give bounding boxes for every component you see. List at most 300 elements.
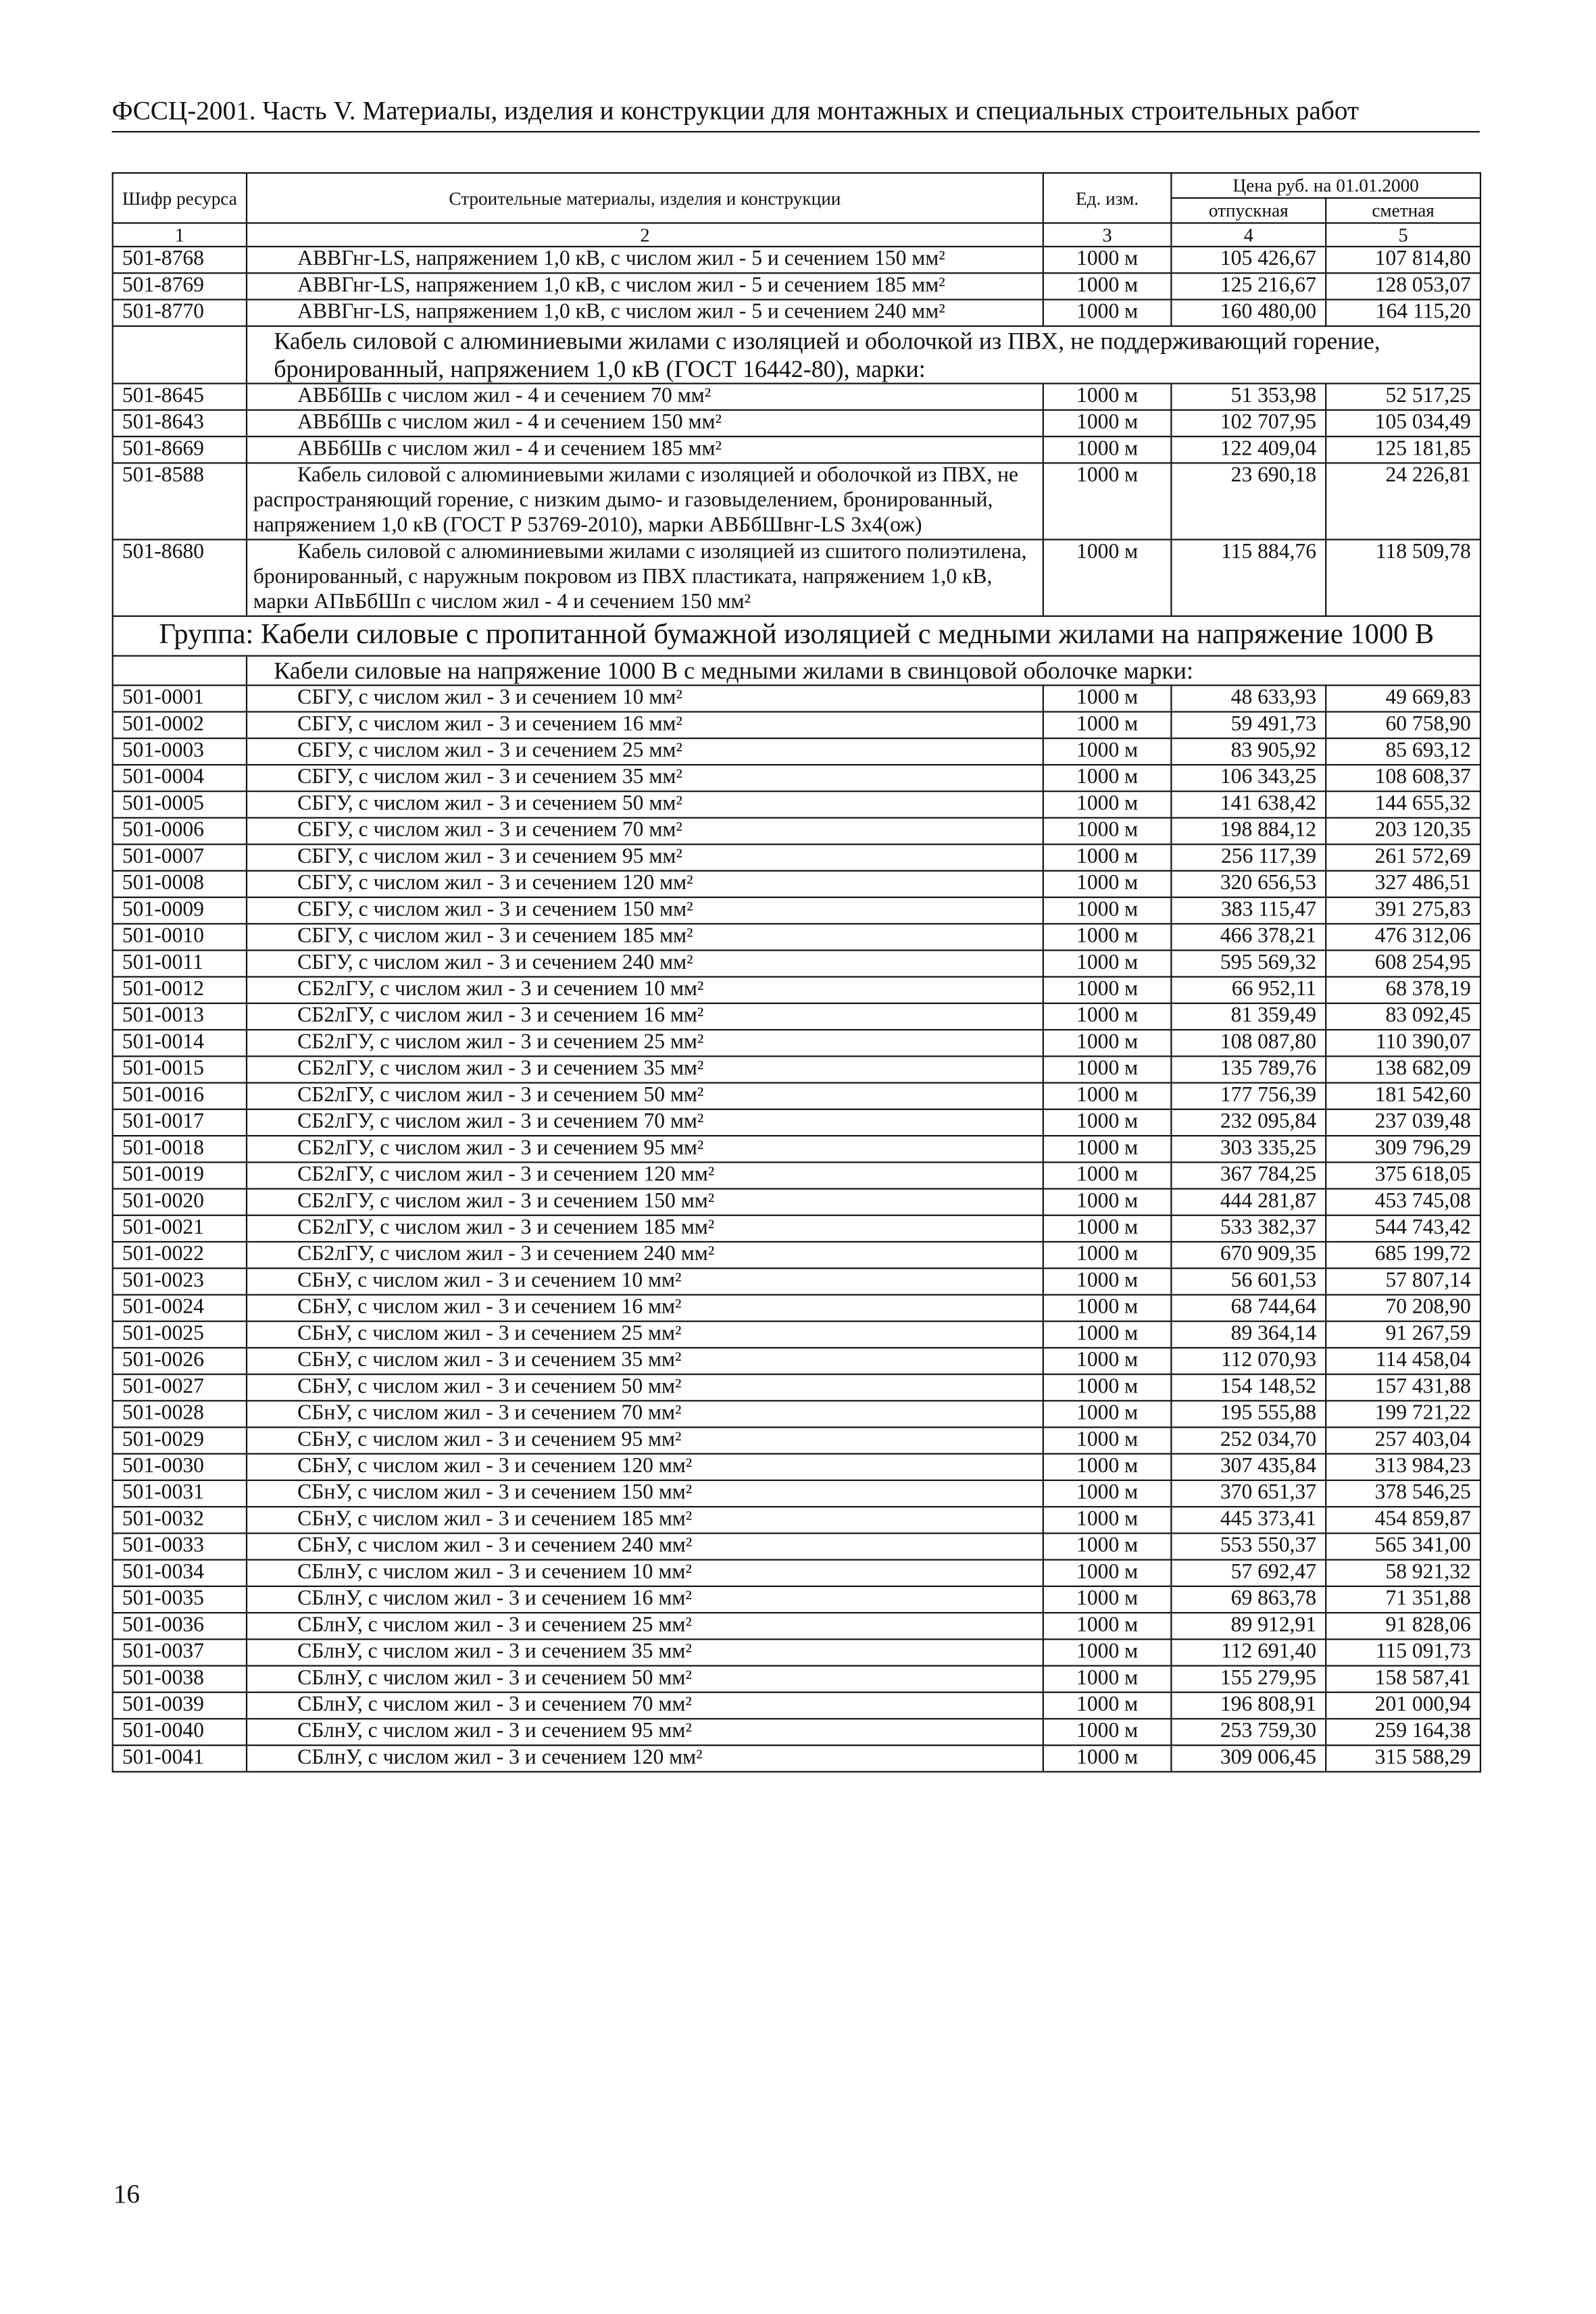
cell-release-price: 51 353,98 xyxy=(1171,384,1326,410)
cell-estimate-price: 164 115,20 xyxy=(1326,299,1480,326)
cell-unit: 1000 м xyxy=(1043,1083,1172,1109)
cell-code: 501-0003 xyxy=(113,738,247,765)
cell-name: СБГУ, с числом жил - 3 и сечением 10 мм² xyxy=(247,685,1043,711)
cell-name: СБлнУ, с числом жил - 3 и сечением 35 мм² xyxy=(247,1639,1043,1665)
table-header xyxy=(113,173,1480,247)
cell-unit: 1000 м xyxy=(1043,1719,1172,1745)
table-row xyxy=(113,1639,1480,1665)
cell-code: 501-0012 xyxy=(113,977,247,1003)
cell-release-price: 106 343,25 xyxy=(1171,765,1326,791)
table-row xyxy=(113,1268,1480,1294)
cell-release-price: 196 808,91 xyxy=(1171,1692,1326,1719)
cell-name: СБнУ, с числом жил - 3 и сечением 16 мм² xyxy=(247,1294,1043,1321)
subheading: Кабели силовые на напряжение 1000 В с медными жилами в свинцовой оболочке марки: xyxy=(247,656,1480,686)
cell-release-price: 309 006,45 xyxy=(1171,1745,1326,1771)
running-header: ФССЦ-2001. Часть V. Материалы, изделия и конструкции для монтажных и специальных строительных работ xyxy=(111,95,1360,126)
cell-release-price: 670 909,35 xyxy=(1171,1242,1326,1268)
cell-code: 501-0040 xyxy=(113,1719,247,1745)
cell-unit: 1000 м xyxy=(1043,1428,1172,1454)
cell-unit: 1000 м xyxy=(1043,384,1172,410)
cell-name: СБнУ, с числом жил - 3 и сечением 185 мм² xyxy=(247,1507,1043,1533)
cell-estimate-price: 313 984,23 xyxy=(1326,1454,1480,1480)
cell-estimate-price: 378 546,25 xyxy=(1326,1480,1480,1507)
cell-release-price: 232 095,84 xyxy=(1171,1109,1326,1136)
cell-code: 501-8769 xyxy=(113,273,247,299)
cell-name: АВБбШв с числом жил - 4 и сечением 70 мм² xyxy=(247,384,1043,410)
cell-name: СБнУ, с числом жил - 3 и сечением 120 мм² xyxy=(247,1454,1043,1480)
cell-unit: 1000 м xyxy=(1043,791,1172,818)
cell-release-price: 466 378,21 xyxy=(1171,924,1326,950)
cell-estimate-price: 199 721,22 xyxy=(1326,1401,1480,1427)
cell-unit: 1000 м xyxy=(1043,1189,1172,1215)
cell-release-price: 122 409,04 xyxy=(1171,436,1326,463)
table-row xyxy=(113,1428,1480,1454)
cell-estimate-price: 105 034,49 xyxy=(1326,410,1480,436)
cell-estimate-price: 257 403,04 xyxy=(1326,1428,1480,1454)
cell-estimate-price: 375 618,05 xyxy=(1326,1162,1480,1188)
cell-unit: 1000 м xyxy=(1043,924,1172,950)
cell-code: 501-0029 xyxy=(113,1428,247,1454)
table-row xyxy=(113,1215,1480,1242)
cell-estimate-price: 108 608,37 xyxy=(1326,765,1480,791)
cell-estimate-price: 453 745,08 xyxy=(1326,1189,1480,1215)
cell-estimate-price: 49 669,83 xyxy=(1326,685,1480,711)
cell-estimate-price: 203 120,35 xyxy=(1326,818,1480,844)
cell-unit: 1000 м xyxy=(1043,1586,1172,1613)
cell-release-price: 66 952,11 xyxy=(1171,977,1326,1003)
cell-unit: 1000 м xyxy=(1043,765,1172,791)
cell-release-price: 125 216,67 xyxy=(1171,273,1326,299)
cell-release-price: 115 884,76 xyxy=(1171,540,1326,616)
cell-estimate-price: 158 587,41 xyxy=(1326,1666,1480,1692)
cell-unit: 1000 м xyxy=(1043,1294,1172,1321)
cell-name: СБ2лГУ, с числом жил - 3 и сечением 70 мм² xyxy=(247,1109,1043,1136)
cell-name: СБлнУ, с числом жил - 3 и сечением 50 мм² xyxy=(247,1666,1043,1692)
cell-estimate-price: 261 572,69 xyxy=(1326,845,1480,871)
table-row xyxy=(113,1613,1480,1639)
cell-estimate-price: 24 226,81 xyxy=(1326,463,1480,539)
table-body xyxy=(113,247,1480,1771)
cell-code: 501-0010 xyxy=(113,924,247,950)
cell-name: Кабель силовой с алюминиевыми жилами с изоляцией из сшитого полиэтилена, бронированный, с наружным покровом из ПВХ пластиката, напряжением 1,0 кВ, марки АПвБбШп с числом жил - 4 и сечением 150 мм² xyxy=(247,540,1043,616)
cell-unit: 1000 м xyxy=(1043,1533,1172,1559)
cell-code: 501-8768 xyxy=(113,247,247,273)
cell-unit: 1000 м xyxy=(1043,818,1172,844)
cell-release-price: 154 148,52 xyxy=(1171,1374,1326,1401)
group-heading-row xyxy=(113,616,1480,656)
cell-release-price: 56 601,53 xyxy=(1171,1268,1326,1294)
cell-code: 501-8645 xyxy=(113,384,247,410)
cell-release-price: 253 759,30 xyxy=(1171,1719,1326,1745)
cell-estimate-price: 259 164,38 xyxy=(1326,1719,1480,1745)
cell-release-price: 69 863,78 xyxy=(1171,1586,1326,1613)
cell-release-price: 256 117,39 xyxy=(1171,845,1326,871)
table-row xyxy=(113,1692,1480,1719)
col-release-header: отпускная xyxy=(1171,198,1326,223)
table-row xyxy=(113,1560,1480,1586)
cell-unit: 1000 м xyxy=(1043,463,1172,539)
cell-name: СБ2лГУ, с числом жил - 3 и сечением 120 мм² xyxy=(247,1162,1043,1188)
cell-unit: 1000 м xyxy=(1043,1666,1172,1692)
cell-code: 501-0023 xyxy=(113,1268,247,1294)
cell-code: 501-0024 xyxy=(113,1294,247,1321)
cell-code: 501-0036 xyxy=(113,1613,247,1639)
cell-unit: 1000 м xyxy=(1043,738,1172,765)
cell-code: 501-0034 xyxy=(113,1560,247,1586)
table-row xyxy=(113,273,1480,299)
cell-name: СБ2лГУ, с числом жил - 3 и сечением 25 мм² xyxy=(247,1030,1043,1056)
cell-estimate-price: 608 254,95 xyxy=(1326,951,1480,977)
cell-name: СБнУ, с числом жил - 3 и сечением 70 мм² xyxy=(247,1401,1043,1427)
cell-release-price: 595 569,32 xyxy=(1171,951,1326,977)
subheading-row xyxy=(113,326,1480,384)
table-row xyxy=(113,924,1480,950)
empty-cell xyxy=(113,656,247,686)
cell-unit: 1000 м xyxy=(1043,1454,1172,1480)
cell-estimate-price: 110 390,07 xyxy=(1326,1030,1480,1056)
cell-name: СБнУ, с числом жил - 3 и сечением 25 мм² xyxy=(247,1322,1043,1348)
cell-unit: 1000 м xyxy=(1043,1613,1172,1639)
cell-code: 501-0037 xyxy=(113,1639,247,1665)
cell-name: АВВГнг-LS, напряжением 1,0 кВ, с числом жил - 5 и сечением 185 мм² xyxy=(247,273,1043,299)
cell-estimate-price: 476 312,06 xyxy=(1326,924,1480,950)
cell-estimate-price: 544 743,42 xyxy=(1326,1215,1480,1242)
table-row xyxy=(113,1189,1480,1215)
cell-unit: 1000 м xyxy=(1043,1348,1172,1374)
subheading-row xyxy=(113,656,1480,686)
col-name-header: Строительные материалы, изделия и конструкции xyxy=(247,173,1043,223)
table-row xyxy=(113,463,1480,539)
cell-code: 501-8770 xyxy=(113,299,247,326)
cell-name: АВВГнг-LS, напряжением 1,0 кВ, с числом жил - 5 и сечением 240 мм² xyxy=(247,299,1043,326)
cell-name: СБ2лГУ, с числом жил - 3 и сечением 35 мм² xyxy=(247,1056,1043,1082)
table-row xyxy=(113,1348,1480,1374)
cell-code: 501-0011 xyxy=(113,951,247,977)
cell-code: 501-0022 xyxy=(113,1242,247,1268)
cell-code: 501-0025 xyxy=(113,1322,247,1348)
col-code-header: Шифр ресурса xyxy=(113,173,247,223)
table-row xyxy=(113,1666,1480,1692)
cell-name: СБ2лГУ, с числом жил - 3 и сечением 10 мм² xyxy=(247,977,1043,1003)
cell-estimate-price: 391 275,83 xyxy=(1326,897,1480,924)
table-row xyxy=(113,1480,1480,1507)
cell-estimate-price: 315 588,29 xyxy=(1326,1745,1480,1771)
cell-name: АВВГнг-LS, напряжением 1,0 кВ, с числом жил - 5 и сечением 150 мм² xyxy=(247,247,1043,273)
cell-unit: 1000 м xyxy=(1043,1401,1172,1427)
cell-name: СБГУ, с числом жил - 3 и сечением 150 мм² xyxy=(247,897,1043,924)
cell-code: 501-0021 xyxy=(113,1215,247,1242)
cell-release-price: 155 279,95 xyxy=(1171,1666,1326,1692)
cell-code: 501-8680 xyxy=(113,540,247,616)
cell-release-price: 89 912,91 xyxy=(1171,1613,1326,1639)
table-row xyxy=(113,436,1480,463)
cell-unit: 1000 м xyxy=(1043,1268,1172,1294)
cell-unit: 1000 м xyxy=(1043,685,1172,711)
cell-name: СБГУ, с числом жил - 3 и сечением 16 мм² xyxy=(247,712,1043,738)
cell-name: СБГУ, с числом жил - 3 и сечением 120 мм² xyxy=(247,871,1043,897)
cell-name: АВБбШв с числом жил - 4 и сечением 185 мм² xyxy=(247,436,1043,463)
cell-name: СБлнУ, с числом жил - 3 и сечением 25 мм² xyxy=(247,1613,1043,1639)
cell-name: СБлнУ, с числом жил - 3 и сечением 120 мм² xyxy=(247,1745,1043,1771)
table-row xyxy=(113,1586,1480,1613)
subheading: Кабель силовой с алюминиевыми жилами с изоляцией и оболочкой из ПВХ, не поддерживающий горение, бронированный, напряжением 1,0 кВ (ГОСТ 16442-80), марки: xyxy=(247,326,1480,384)
cell-release-price: 367 784,25 xyxy=(1171,1162,1326,1188)
cell-release-price: 112 070,93 xyxy=(1171,1348,1326,1374)
table-row xyxy=(113,871,1480,897)
col-number: 2 xyxy=(247,223,1043,247)
cell-release-price: 195 555,88 xyxy=(1171,1401,1326,1427)
cell-code: 501-8643 xyxy=(113,410,247,436)
cell-unit: 1000 м xyxy=(1043,1639,1172,1665)
cell-release-price: 89 364,14 xyxy=(1171,1322,1326,1348)
cell-code: 501-8669 xyxy=(113,436,247,463)
cell-name: СБнУ, с числом жил - 3 и сечением 50 мм² xyxy=(247,1374,1043,1401)
cell-unit: 1000 м xyxy=(1043,977,1172,1003)
cell-estimate-price: 91 267,59 xyxy=(1326,1322,1480,1348)
cell-estimate-price: 83 092,45 xyxy=(1326,1003,1480,1030)
cell-unit: 1000 м xyxy=(1043,540,1172,616)
group-heading: Группа: Кабели силовые с пропитанной бумажной изоляцией с медными жилами на напряжение 1000 В xyxy=(113,616,1480,656)
cell-name: СБнУ, с числом жил - 3 и сечением 150 мм² xyxy=(247,1480,1043,1507)
cell-code: 501-0035 xyxy=(113,1586,247,1613)
cell-unit: 1000 м xyxy=(1043,410,1172,436)
cell-name: СБ2лГУ, с числом жил - 3 и сечением 50 мм² xyxy=(247,1083,1043,1109)
table-row xyxy=(113,1030,1480,1056)
cell-unit: 1000 м xyxy=(1043,436,1172,463)
cell-code: 501-0008 xyxy=(113,871,247,897)
cell-code: 501-0033 xyxy=(113,1533,247,1559)
cell-release-price: 102 707,95 xyxy=(1171,410,1326,436)
cell-estimate-price: 85 693,12 xyxy=(1326,738,1480,765)
table-row xyxy=(113,845,1480,871)
cell-release-price: 444 281,87 xyxy=(1171,1189,1326,1215)
table-row xyxy=(113,951,1480,977)
cell-code: 501-0019 xyxy=(113,1162,247,1188)
cell-estimate-price: 138 682,09 xyxy=(1326,1056,1480,1082)
cell-name: СБнУ, с числом жил - 3 и сечением 95 мм² xyxy=(247,1428,1043,1454)
cell-code: 501-0018 xyxy=(113,1136,247,1162)
table-row xyxy=(113,1401,1480,1427)
cell-estimate-price: 107 814,80 xyxy=(1326,247,1480,273)
cell-name: СБ2лГУ, с числом жил - 3 и сечением 185 мм² xyxy=(247,1215,1043,1242)
cell-unit: 1000 м xyxy=(1043,1322,1172,1348)
cell-code: 501-0013 xyxy=(113,1003,247,1030)
col-number: 5 xyxy=(1326,223,1480,247)
cell-name: СБнУ, с числом жил - 3 и сечением 35 мм² xyxy=(247,1348,1043,1374)
cell-code: 501-0007 xyxy=(113,845,247,871)
cell-unit: 1000 м xyxy=(1043,871,1172,897)
table-row xyxy=(113,1322,1480,1348)
cell-unit: 1000 м xyxy=(1043,1242,1172,1268)
cell-release-price: 252 034,70 xyxy=(1171,1428,1326,1454)
cell-code: 501-0039 xyxy=(113,1692,247,1719)
cell-code: 501-0026 xyxy=(113,1348,247,1374)
cell-release-price: 23 690,18 xyxy=(1171,463,1326,539)
cell-code: 501-0032 xyxy=(113,1507,247,1533)
cell-estimate-price: 60 758,90 xyxy=(1326,712,1480,738)
col-price-header: Цена руб. на 01.01.2000 xyxy=(1171,173,1480,198)
table-row xyxy=(113,712,1480,738)
cell-name: СБГУ, с числом жил - 3 и сечением 95 мм² xyxy=(247,845,1043,871)
cell-code: 501-0005 xyxy=(113,791,247,818)
cell-release-price: 135 789,76 xyxy=(1171,1056,1326,1082)
cell-unit: 1000 м xyxy=(1043,1507,1172,1533)
cell-name: СБлнУ, с числом жил - 3 и сечением 95 мм² xyxy=(247,1719,1043,1745)
table-row xyxy=(113,1003,1480,1030)
table-row xyxy=(113,1745,1480,1771)
cell-release-price: 553 550,37 xyxy=(1171,1533,1326,1559)
cell-estimate-price: 128 053,07 xyxy=(1326,273,1480,299)
cell-release-price: 445 373,41 xyxy=(1171,1507,1326,1533)
table-row xyxy=(113,1374,1480,1401)
cell-code: 501-0030 xyxy=(113,1454,247,1480)
cell-name: СБГУ, с числом жил - 3 и сечением 35 мм² xyxy=(247,765,1043,791)
header-rule xyxy=(112,131,1480,132)
cell-estimate-price: 118 509,78 xyxy=(1326,540,1480,616)
cell-estimate-price: 685 199,72 xyxy=(1326,1242,1480,1268)
cell-estimate-price: 201 000,94 xyxy=(1326,1692,1480,1719)
cell-estimate-price: 52 517,25 xyxy=(1326,384,1480,410)
cell-name: СБГУ, с числом жил - 3 и сечением 240 мм² xyxy=(247,951,1043,977)
cell-release-price: 370 651,37 xyxy=(1171,1480,1326,1507)
cell-unit: 1000 м xyxy=(1043,897,1172,924)
cell-name: СБнУ, с числом жил - 3 и сечением 240 мм² xyxy=(247,1533,1043,1559)
cell-estimate-price: 68 378,19 xyxy=(1326,977,1480,1003)
cell-unit: 1000 м xyxy=(1043,299,1172,326)
table-row xyxy=(113,791,1480,818)
cell-code: 501-0004 xyxy=(113,765,247,791)
table-row xyxy=(113,247,1480,273)
table-row xyxy=(113,1083,1480,1109)
table-row xyxy=(113,1294,1480,1321)
table-row xyxy=(113,818,1480,844)
cell-release-price: 141 638,42 xyxy=(1171,791,1326,818)
cell-code: 501-0016 xyxy=(113,1083,247,1109)
cell-code: 501-0027 xyxy=(113,1374,247,1401)
cell-code: 501-0015 xyxy=(113,1056,247,1082)
cell-unit: 1000 м xyxy=(1043,1003,1172,1030)
cell-estimate-price: 309 796,29 xyxy=(1326,1136,1480,1162)
cell-unit: 1000 м xyxy=(1043,1692,1172,1719)
cell-estimate-price: 454 859,87 xyxy=(1326,1507,1480,1533)
table-row xyxy=(113,1162,1480,1188)
cell-release-price: 307 435,84 xyxy=(1171,1454,1326,1480)
cell-code: 501-0041 xyxy=(113,1745,247,1771)
table-row xyxy=(113,765,1480,791)
cell-release-price: 303 335,25 xyxy=(1171,1136,1326,1162)
cell-release-price: 68 744,64 xyxy=(1171,1294,1326,1321)
cell-release-price: 160 480,00 xyxy=(1171,299,1326,326)
cell-unit: 1000 м xyxy=(1043,1056,1172,1082)
cell-code: 501-0028 xyxy=(113,1401,247,1427)
cell-name: СБлнУ, с числом жил - 3 и сечением 10 мм² xyxy=(247,1560,1043,1586)
table-row xyxy=(113,738,1480,765)
table-row xyxy=(113,1507,1480,1533)
table-row xyxy=(113,540,1480,616)
table-row xyxy=(113,1533,1480,1559)
cell-release-price: 48 633,93 xyxy=(1171,685,1326,711)
col-number: 1 xyxy=(113,223,247,247)
table-row xyxy=(113,1056,1480,1082)
cell-name: АВБбШв с числом жил - 4 и сечением 150 мм² xyxy=(247,410,1043,436)
cell-unit: 1000 м xyxy=(1043,1136,1172,1162)
cell-release-price: 105 426,67 xyxy=(1171,247,1326,273)
cell-name: Кабель силовой с алюминиевыми жилами с изоляцией и оболочкой из ПВХ, не распространяющий горение, с низким дымо- и газовыделением, бронированный, напряжением 1,0 кВ (ГОСТ Р 53769-2010), марки АВБбШвнг-LS 3х4(ож) xyxy=(247,463,1043,539)
cell-unit: 1000 м xyxy=(1043,1215,1172,1242)
cell-unit: 1000 м xyxy=(1043,712,1172,738)
cell-code: 501-0020 xyxy=(113,1189,247,1215)
cell-release-price: 383 115,47 xyxy=(1171,897,1326,924)
cell-unit: 1000 м xyxy=(1043,1560,1172,1586)
table-row xyxy=(113,299,1480,326)
cell-release-price: 112 691,40 xyxy=(1171,1639,1326,1665)
cell-code: 501-0006 xyxy=(113,818,247,844)
table-row xyxy=(113,1454,1480,1480)
cell-estimate-price: 71 351,88 xyxy=(1326,1586,1480,1613)
cell-code: 501-0038 xyxy=(113,1666,247,1692)
cell-unit: 1000 м xyxy=(1043,1109,1172,1136)
table-row xyxy=(113,410,1480,436)
page-number: 16 xyxy=(113,2178,141,2209)
cell-release-price: 177 756,39 xyxy=(1171,1083,1326,1109)
cell-code: 501-0001 xyxy=(113,685,247,711)
cell-unit: 1000 м xyxy=(1043,845,1172,871)
cell-code: 501-0014 xyxy=(113,1030,247,1056)
cell-name: СБнУ, с числом жил - 3 и сечением 10 мм² xyxy=(247,1268,1043,1294)
table-row xyxy=(113,1242,1480,1268)
cell-release-price: 81 359,49 xyxy=(1171,1003,1326,1030)
cell-name: СБлнУ, с числом жил - 3 и сечением 70 мм² xyxy=(247,1692,1043,1719)
cell-estimate-price: 114 458,04 xyxy=(1326,1348,1480,1374)
cell-unit: 1000 м xyxy=(1043,1480,1172,1507)
cell-release-price: 320 656,53 xyxy=(1171,871,1326,897)
table-row xyxy=(113,897,1480,924)
cell-unit: 1000 м xyxy=(1043,1374,1172,1401)
cell-estimate-price: 157 431,88 xyxy=(1326,1374,1480,1401)
cell-code: 501-0002 xyxy=(113,712,247,738)
cell-release-price: 108 087,80 xyxy=(1171,1030,1326,1056)
cell-release-price: 198 884,12 xyxy=(1171,818,1326,844)
cell-code: 501-0009 xyxy=(113,897,247,924)
cell-name: СБГУ, с числом жил - 3 и сечением 25 мм² xyxy=(247,738,1043,765)
price-table xyxy=(112,172,1481,1773)
cell-name: СБ2лГУ, с числом жил - 3 и сечением 240 мм² xyxy=(247,1242,1043,1268)
cell-unit: 1000 м xyxy=(1043,1030,1172,1056)
cell-unit: 1000 м xyxy=(1043,1162,1172,1188)
cell-code: 501-0017 xyxy=(113,1109,247,1136)
cell-estimate-price: 58 921,32 xyxy=(1326,1560,1480,1586)
table-row xyxy=(113,685,1480,711)
cell-estimate-price: 57 807,14 xyxy=(1326,1268,1480,1294)
cell-name: СБГУ, с числом жил - 3 и сечением 50 мм² xyxy=(247,791,1043,818)
table-row xyxy=(113,977,1480,1003)
cell-unit: 1000 м xyxy=(1043,273,1172,299)
cell-release-price: 59 491,73 xyxy=(1171,712,1326,738)
table-row xyxy=(113,1719,1480,1745)
col-number: 3 xyxy=(1043,223,1172,247)
cell-code: 501-8588 xyxy=(113,463,247,539)
cell-name: СБГУ, с числом жил - 3 и сечением 70 мм² xyxy=(247,818,1043,844)
cell-name: СБлнУ, с числом жил - 3 и сечением 16 мм² xyxy=(247,1586,1043,1613)
cell-name: СБ2лГУ, с числом жил - 3 и сечением 16 мм² xyxy=(247,1003,1043,1030)
cell-name: СБ2лГУ, с числом жил - 3 и сечением 150 мм² xyxy=(247,1189,1043,1215)
cell-release-price: 83 905,92 xyxy=(1171,738,1326,765)
table-row xyxy=(113,1136,1480,1162)
cell-estimate-price: 125 181,85 xyxy=(1326,436,1480,463)
cell-estimate-price: 70 208,90 xyxy=(1326,1294,1480,1321)
cell-estimate-price: 327 486,51 xyxy=(1326,871,1480,897)
empty-cell xyxy=(113,326,247,384)
